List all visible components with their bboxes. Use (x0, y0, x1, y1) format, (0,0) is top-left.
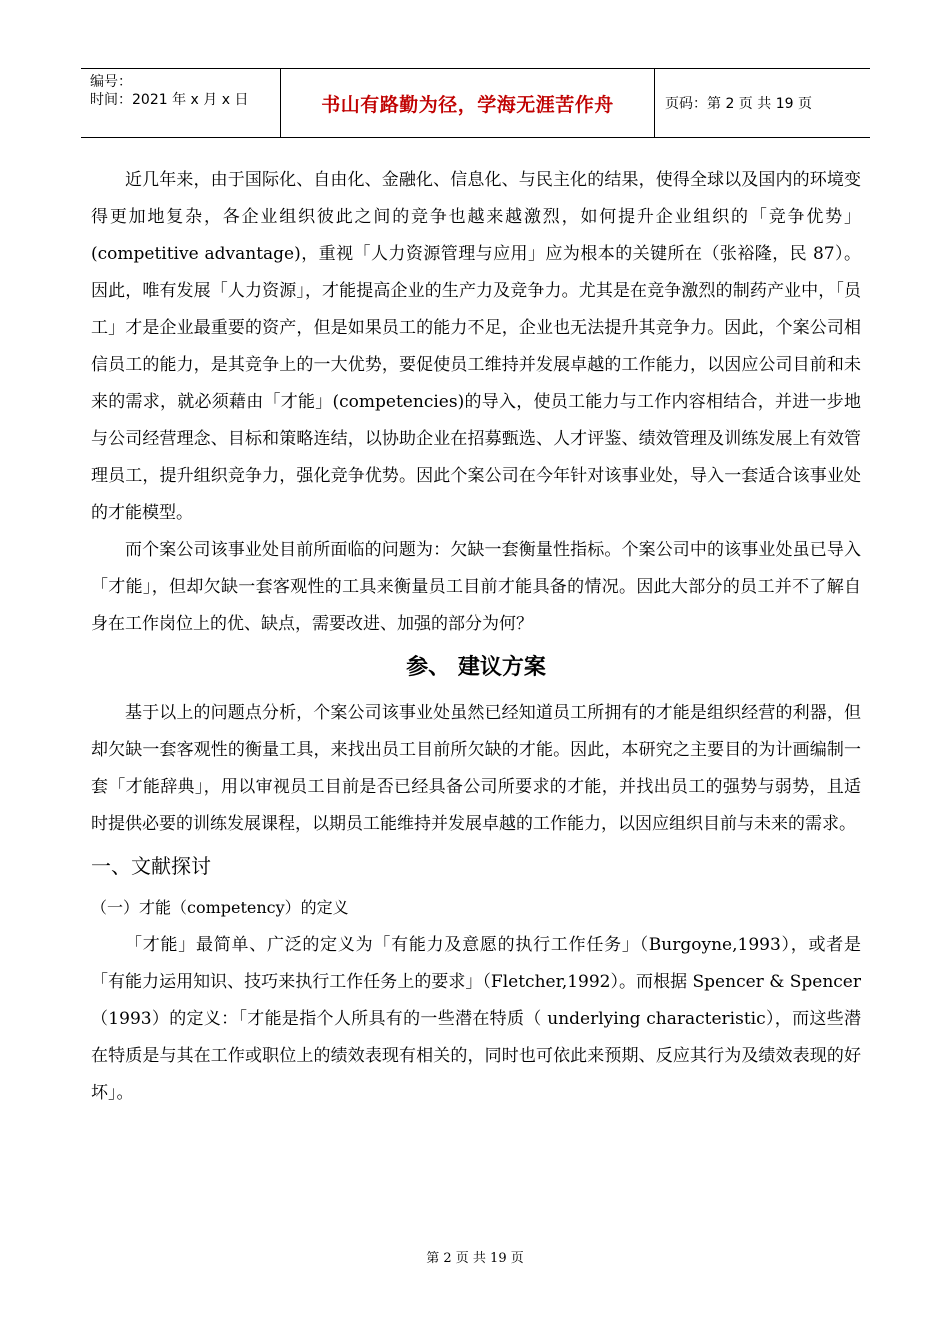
heading-competency-definition: （一）才能（competency）的定义 (91, 898, 349, 917)
page-footer: 第 2 页 共 19 页 (426, 1251, 524, 1266)
section-title: 参、 建议方案 (406, 654, 546, 680)
paragraph-proposal: 基于以上的问题点分析，个案公司该事业处虽然已经知道员工所拥有的才能是组织经营的利器，但却欠缺一套客观性的衡量工具，来找出员工目前所欠缺的才能。因此，本研究之主要目的为计画编制一套「才能辞典」，用以审视员工目前是否已经具备公司所要求的才能，并找出员工的强势与弱势，且适时提供必要的训练发展课程，以期员工能维持并发展卓越的工作能力，以因应组织目前与未来的需求。 (91, 703, 861, 834)
header-page-info: 页码：第 2 页 共 19 页 (665, 96, 812, 112)
header-meta (81, 69, 281, 137)
paragraph-competency-definition: 「才能」最简单、广泛的定义为「有能力及意愿的执行工作任务」（Burgoyne,1993），或者是「有能力运用知识、技巧来执行工作任务上的要求」（Fletcher,1992）。而根据 Spencer & Spencer（1993）的定义：「才能是指个人所具有的一些潜在特质（ underlying characteristic），而这些潜在特质是与其在工作或职位上的绩效表现有相关的，同时也可依此来预期、反应其行为及绩效表现的好坏」。 (91, 935, 861, 1103)
document-time-label: 时间：2021 年 x 月 x 日 (90, 92, 249, 108)
page-header (81, 68, 870, 138)
header-motto: 书山有路勤为径，学海无涯苦作舟 (281, 69, 655, 137)
document-number-label: 编号： (90, 74, 132, 90)
document-body (91, 162, 861, 1112)
paragraph-intro: 近几年来，由于国际化、自由化、金融化、信息化、与民主化的结果，使得全球以及国内的环境变得更加地复杂，各企业组织彼此之间的竞争也越来越激烈，如何提升企业组织的「竞争优势」(competitive advantage)，重视「人力资源管理与应用」应为根本的关键所在（张裕隆，民 87）。因此，唯有发展「人力资源」，才能提高企业的生产力及竞争力。尤其是在竞争激烈的制药产业中，「员工」才是企业最重要的资产，但是如果员工的能力不足，企业也无法提升其竞争力。因此，个案公司相信员工的能力，是其竞争上的一大优势，要促使员工维持并发展卓越的工作能力，以因应公司目前和未来的需求，就必须藉由「才能」(competencies)的导入，使员工能力与工作内容相结合，并进一步地与公司经营理念、目标和策略连结，以协助企业在招募甄选、人才评鉴、绩效管理及训练发展上有效管理员工，提升组织竞争力，强化竞争优势。因此个案公司在今年针对该事业处，导入一套适合该事业处的才能模型。 (91, 170, 861, 523)
heading-literature-review: 一、文献探讨 (91, 854, 211, 878)
paragraph-problem: 而个案公司该事业处目前所面临的问题为：欠缺一套衡量性指标。个案公司中的该事业处虽已导入「才能」，但却欠缺一套客观性的工具来衡量员工目前才能具备的情况。因此大部分的员工并不了解自身在工作岗位上的优、缺点，需要改进、加强的部分为何？ (91, 540, 861, 634)
